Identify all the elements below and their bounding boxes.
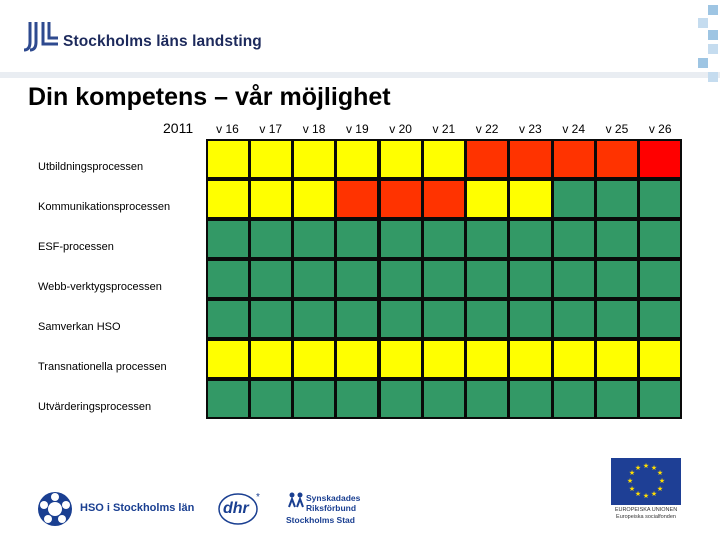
synskadades-line3: Stockholms Stad bbox=[286, 515, 355, 525]
status-cell bbox=[510, 301, 550, 338]
status-cell bbox=[381, 141, 421, 178]
eu-caption-line1: EUROPEISKA UNIONEN bbox=[614, 507, 678, 513]
status-cell bbox=[510, 381, 550, 418]
svg-text:★: ★ bbox=[626, 477, 634, 485]
svg-text:*: * bbox=[256, 492, 260, 503]
status-cell bbox=[554, 341, 594, 378]
status-cell bbox=[640, 181, 680, 218]
synskadades-logo-icon bbox=[287, 492, 305, 508]
week-header: v 23 bbox=[519, 122, 542, 136]
status-cell bbox=[251, 181, 291, 218]
status-cell bbox=[294, 261, 334, 298]
process-label: Transnationella processen bbox=[38, 361, 167, 373]
status-cell bbox=[337, 261, 377, 298]
svg-text:★: ★ bbox=[658, 477, 666, 485]
status-cell bbox=[640, 381, 680, 418]
status-cell bbox=[640, 141, 680, 178]
week-header: v 16 bbox=[216, 122, 239, 136]
status-cell bbox=[337, 301, 377, 338]
week-header: v 21 bbox=[432, 122, 456, 136]
status-cell bbox=[467, 341, 507, 378]
status-cell bbox=[510, 341, 550, 378]
status-cell bbox=[597, 261, 637, 298]
status-cell bbox=[294, 141, 334, 178]
status-cell bbox=[424, 381, 464, 418]
status-cell bbox=[424, 221, 464, 258]
status-cell bbox=[381, 301, 421, 338]
decorative-squares-icon bbox=[698, 0, 720, 90]
status-cell bbox=[381, 341, 421, 378]
status-cell bbox=[554, 301, 594, 338]
week-header: v 26 bbox=[648, 122, 672, 136]
week-header: v 17 bbox=[259, 122, 283, 136]
status-grid bbox=[206, 139, 682, 419]
brand-name: Stockholms läns landsting bbox=[63, 33, 262, 50]
svg-text:★: ★ bbox=[656, 485, 664, 493]
status-cell bbox=[424, 261, 464, 298]
eu-caption-line2: Europeiska socialfonden bbox=[616, 514, 676, 520]
svg-text:★: ★ bbox=[628, 485, 636, 493]
page-title: Din kompetens – vår möjlighet bbox=[28, 83, 391, 111]
status-cell bbox=[597, 221, 637, 258]
hso-logo-text: HSO i Stockholms län bbox=[80, 502, 195, 514]
status-cell bbox=[251, 261, 291, 298]
status-cell bbox=[597, 301, 637, 338]
status-cell bbox=[424, 341, 464, 378]
status-cell bbox=[294, 301, 334, 338]
svg-text:★: ★ bbox=[656, 469, 664, 477]
status-cell bbox=[597, 141, 637, 178]
status-cell bbox=[251, 141, 291, 178]
landsting-logo-icon bbox=[24, 20, 60, 52]
week-header: v 22 bbox=[475, 122, 499, 136]
status-cell bbox=[640, 341, 680, 378]
status-cell bbox=[337, 181, 377, 218]
status-cell bbox=[251, 221, 291, 258]
status-cell bbox=[424, 181, 464, 218]
status-cell bbox=[337, 341, 377, 378]
status-cell bbox=[640, 221, 680, 258]
status-cell bbox=[510, 141, 550, 178]
status-cell bbox=[510, 261, 550, 298]
week-header: v 20 bbox=[389, 122, 412, 136]
status-cell bbox=[554, 381, 594, 418]
status-cell bbox=[251, 301, 291, 338]
eu-caption bbox=[606, 507, 686, 521]
svg-text:★: ★ bbox=[628, 469, 636, 477]
status-cell bbox=[467, 221, 507, 258]
status-cell bbox=[381, 181, 421, 218]
status-cell bbox=[381, 381, 421, 418]
status-cell bbox=[424, 301, 464, 338]
status-cell bbox=[251, 341, 291, 378]
week-header: v 25 bbox=[605, 122, 629, 136]
status-cell bbox=[337, 221, 377, 258]
status-cell bbox=[337, 381, 377, 418]
status-cell bbox=[208, 221, 248, 258]
process-label: Samverkan HSO bbox=[38, 321, 121, 333]
status-cell bbox=[597, 341, 637, 378]
process-label: Utbildningsprocessen bbox=[38, 161, 144, 173]
header-divider bbox=[0, 72, 720, 78]
status-cell bbox=[554, 181, 594, 218]
hso-logo-icon bbox=[36, 490, 74, 528]
synskadades-line1: Synskadades bbox=[306, 493, 361, 503]
svg-text:★: ★ bbox=[634, 464, 642, 472]
status-cell bbox=[294, 181, 334, 218]
status-cell bbox=[381, 221, 421, 258]
status-cell bbox=[208, 261, 248, 298]
week-header: v 19 bbox=[345, 122, 369, 136]
header-bar bbox=[0, 0, 720, 72]
status-cell bbox=[294, 381, 334, 418]
status-cell bbox=[467, 181, 507, 218]
status-cell bbox=[597, 381, 637, 418]
svg-text:★: ★ bbox=[650, 464, 658, 472]
status-cell bbox=[554, 141, 594, 178]
status-cell bbox=[467, 301, 507, 338]
year-label: 2011 bbox=[163, 120, 194, 136]
status-cell bbox=[597, 181, 637, 218]
status-cell bbox=[424, 141, 464, 178]
status-cell bbox=[640, 261, 680, 298]
status-cell bbox=[208, 141, 248, 178]
status-cell bbox=[294, 221, 334, 258]
status-cell bbox=[294, 341, 334, 378]
process-label: ESF-processen bbox=[38, 241, 114, 253]
week-header: v 24 bbox=[562, 122, 585, 136]
status-cell bbox=[640, 301, 680, 338]
process-label: Utvärderingsprocessen bbox=[38, 401, 152, 413]
status-cell bbox=[554, 221, 594, 258]
status-cell bbox=[251, 381, 291, 418]
status-cell bbox=[208, 381, 248, 418]
status-cell bbox=[467, 141, 507, 178]
status-cell bbox=[208, 301, 248, 338]
status-cell bbox=[467, 261, 507, 298]
status-cell bbox=[337, 141, 377, 178]
svg-text:★: ★ bbox=[650, 490, 658, 498]
status-cell bbox=[208, 181, 248, 218]
synskadades-line2: Riksförbund bbox=[306, 503, 357, 513]
eu-flag-icon bbox=[611, 458, 681, 505]
svg-text:★: ★ bbox=[642, 492, 650, 500]
process-label: Kommunikationsprocessen bbox=[38, 201, 171, 213]
svg-text:★: ★ bbox=[642, 462, 650, 470]
status-cell bbox=[554, 261, 594, 298]
status-cell bbox=[208, 341, 248, 378]
status-cell bbox=[381, 261, 421, 298]
dhr-logo-text: dhr bbox=[223, 500, 249, 517]
status-cell bbox=[510, 221, 550, 258]
week-header: v 18 bbox=[302, 122, 326, 136]
process-label: Webb-verktygsprocessen bbox=[38, 281, 162, 293]
svg-text:★: ★ bbox=[634, 490, 642, 498]
status-cell bbox=[467, 381, 507, 418]
status-cell bbox=[510, 181, 550, 218]
